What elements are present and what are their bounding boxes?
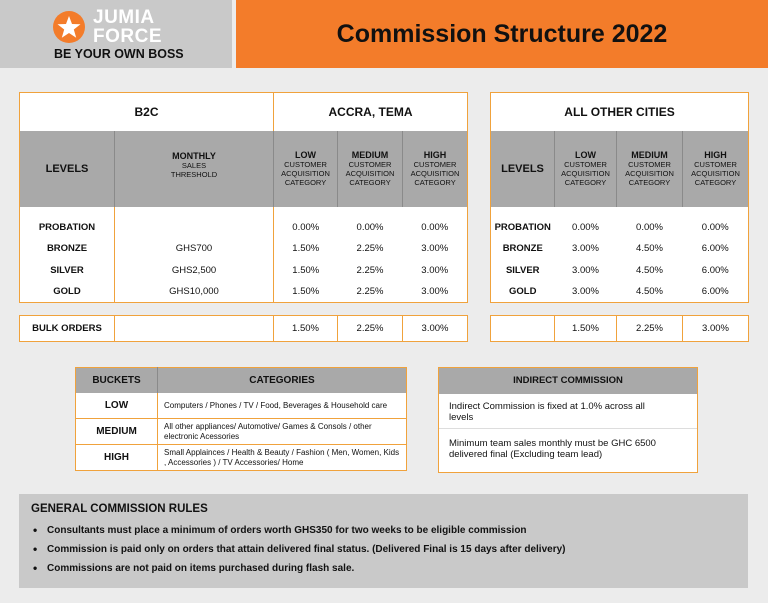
table-row xyxy=(76,445,407,471)
bulk-low-value: 1.50% xyxy=(555,316,617,342)
col-medium-sub: CATEGORY xyxy=(349,178,391,187)
medium-rate: 4.50% xyxy=(636,286,663,297)
bulk-low-value: 1.50% xyxy=(274,316,338,342)
col-high-sub: ACQUISITION xyxy=(410,169,460,178)
col-monthly-label: MONTHLY xyxy=(172,150,216,161)
medium-rate: 4.50% xyxy=(636,243,663,255)
col-low xyxy=(274,131,338,207)
col-medium xyxy=(338,131,403,207)
col-medium-sub: CUSTOMER xyxy=(628,160,671,169)
col-low-label: LOW xyxy=(575,150,596,160)
col-high xyxy=(403,131,468,207)
medium-rate: 2.25% xyxy=(356,286,384,297)
col-levels: LEVELS xyxy=(20,131,115,207)
rule-item: • Commission is paid only on orders that attain delivered final status. (Delivered Final is 15 days after delivery) xyxy=(47,544,566,555)
bulk-high-value: 3.00% xyxy=(702,323,729,334)
sales-threshold xyxy=(115,217,274,239)
logo-word-top: JUMIA xyxy=(93,7,155,28)
col-high xyxy=(683,131,749,207)
title-banner xyxy=(236,0,768,68)
sales-threshold: GHS2,500 xyxy=(115,260,274,282)
high-rate: 6.00% xyxy=(701,243,729,255)
level-name: SILVER xyxy=(505,264,540,276)
low-rate: 1.50% xyxy=(292,264,320,276)
level-name: GOLD xyxy=(509,286,537,297)
level-name: GOLD xyxy=(53,286,81,297)
col-high-label: HIGH xyxy=(423,150,447,160)
bulk-orders-row-left xyxy=(19,315,468,342)
bucket-categories: All other appliances/ Automotive/ Games & Consols / other electronic Acessories xyxy=(158,419,407,445)
logo-tagline: BE YOUR OWN BOSS xyxy=(54,47,184,61)
col-low-label: LOW xyxy=(295,150,317,160)
level-name: SILVER xyxy=(50,264,84,276)
col-monthly-sub2: THRESHOLD xyxy=(170,169,218,179)
bulk-medium-value: 2.25% xyxy=(617,316,683,342)
indirect-line-2: Minimum team sales monthly must be GHC 6500 delivered final (Excluding team lead) xyxy=(449,438,656,460)
rule-item: • Commissions are not paid on items purchased during flash sale. xyxy=(47,563,354,574)
indirect-divider xyxy=(439,428,697,429)
bucket-name: HIGH xyxy=(76,445,158,471)
table-row xyxy=(20,238,468,260)
star-logo-icon xyxy=(52,10,86,44)
other-cities-commission-table xyxy=(490,92,749,303)
table-row xyxy=(491,281,749,303)
col-low-sub: ACQUISITION xyxy=(561,169,610,178)
bulk-empty-cell xyxy=(491,316,555,342)
sales-threshold: GHS700 xyxy=(115,238,274,260)
section-b2c: B2C xyxy=(20,93,274,131)
col-high-label: HIGH xyxy=(704,150,727,160)
buckets-table xyxy=(75,367,407,471)
bulk-orders-row-right xyxy=(490,315,749,342)
low-rate: 1.50% xyxy=(292,286,320,297)
col-monthly-threshold xyxy=(115,131,274,207)
bulk-medium-value: 2.25% xyxy=(338,316,403,342)
low-rate: 0.00% xyxy=(572,221,599,233)
rules-title: GENERAL COMMISSION RULES xyxy=(31,503,208,515)
low-rate: 0.00% xyxy=(292,221,320,233)
col-medium-label: MEDIUM xyxy=(351,150,389,160)
col-low-sub: ACQUISITION xyxy=(281,169,330,178)
col-high-sub: CATEGORY xyxy=(414,178,456,187)
indirect-commission-panel xyxy=(438,367,698,473)
b2c-table-body xyxy=(20,207,468,303)
medium-rate: 0.00% xyxy=(636,221,663,233)
table-row xyxy=(491,238,749,260)
high-rate: 3.00% xyxy=(421,243,449,255)
section-other-cities: ALL OTHER CITIES xyxy=(564,104,675,119)
general-commission-rules xyxy=(19,494,748,588)
table-row xyxy=(76,419,407,445)
col-medium-sub: CATEGORY xyxy=(628,178,671,187)
col-medium-sub: ACQUISITION xyxy=(345,169,395,178)
level-name: PROBATION xyxy=(494,221,551,233)
low-rate: 3.00% xyxy=(572,243,599,255)
indirect-line-1: Indirect Commission is fixed at 1.0% across all levels xyxy=(449,401,645,423)
col-low xyxy=(555,131,617,207)
col-medium-sub: ACQUISITION xyxy=(625,169,674,178)
high-rate: 6.00% xyxy=(701,264,729,276)
col-medium xyxy=(617,131,683,207)
col-low-sub: CUSTOMER xyxy=(284,160,327,169)
high-rate: 3.00% xyxy=(421,264,449,276)
high-rate: 0.00% xyxy=(421,221,449,233)
bucket-categories: Small Applainces / Health & Beauty / Fashion ( Men, Women, Kids , Accessories ) / TV Accessories/ Home xyxy=(158,445,407,471)
table-row xyxy=(491,217,749,239)
col-low-sub: CATEGORY xyxy=(564,178,607,187)
indirect-commission-title: INDIRECT COMMISSION xyxy=(439,368,697,394)
col-high-sub: CUSTOMER xyxy=(694,160,737,169)
col-high-sub: CATEGORY xyxy=(694,178,737,187)
col-medium-label: MEDIUM xyxy=(631,150,668,160)
col-high-sub: ACQUISITION xyxy=(691,169,740,178)
logo-word-bottom: FORCE xyxy=(93,26,162,47)
level-name: BRONZE xyxy=(46,243,88,255)
bucket-name: LOW xyxy=(76,393,158,419)
high-rate: 6.00% xyxy=(701,286,729,297)
low-rate: 3.00% xyxy=(572,286,599,297)
bulk-threshold-cell xyxy=(115,316,274,342)
bulk-high-value: 3.00% xyxy=(421,323,449,334)
high-rate: 3.00% xyxy=(421,286,449,297)
table-row xyxy=(20,217,468,239)
bulk-orders-label: BULK ORDERS xyxy=(20,316,115,342)
bucket-name: MEDIUM xyxy=(76,419,158,445)
buckets-table-body xyxy=(76,393,407,471)
col-medium-sub: CUSTOMER xyxy=(348,160,392,169)
table-row xyxy=(491,260,749,282)
page-title: Commission Structure 2022 xyxy=(336,20,668,48)
level-name: PROBATION xyxy=(38,221,96,233)
header xyxy=(0,0,768,68)
col-low-sub: CUSTOMER xyxy=(564,160,607,169)
col-low-sub: CATEGORY xyxy=(284,178,327,187)
col-buckets: BUCKETS xyxy=(76,368,158,393)
logo xyxy=(0,0,232,68)
rule-item: • Consultants must place a minimum of orders worth GHS350 for two weeks to be eligible commission xyxy=(47,525,527,536)
section-accra-tema: ACCRA, TEMA xyxy=(328,104,413,119)
col-monthly-sub1: SALES xyxy=(181,160,207,170)
medium-rate: 2.25% xyxy=(356,264,384,276)
col-categories: CATEGORIES xyxy=(158,368,407,393)
b2c-commission-table xyxy=(19,92,468,303)
col-levels: LEVELS xyxy=(491,131,555,207)
low-rate: 1.50% xyxy=(292,243,320,255)
medium-rate: 4.50% xyxy=(636,264,663,276)
table-row xyxy=(20,281,468,303)
bucket-categories: Computers / Phones / TV / Food, Beverages & Household care xyxy=(158,393,407,419)
other-table-body xyxy=(491,207,749,303)
medium-rate: 0.00% xyxy=(356,221,384,233)
level-name: BRONZE xyxy=(502,243,543,255)
low-rate: 3.00% xyxy=(572,264,599,276)
sales-threshold: GHS10,000 xyxy=(115,281,274,303)
medium-rate: 2.25% xyxy=(356,243,384,255)
high-rate: 0.00% xyxy=(701,221,729,233)
table-row xyxy=(20,260,468,282)
col-high-sub: CUSTOMER xyxy=(413,160,457,169)
table-row xyxy=(76,393,407,419)
